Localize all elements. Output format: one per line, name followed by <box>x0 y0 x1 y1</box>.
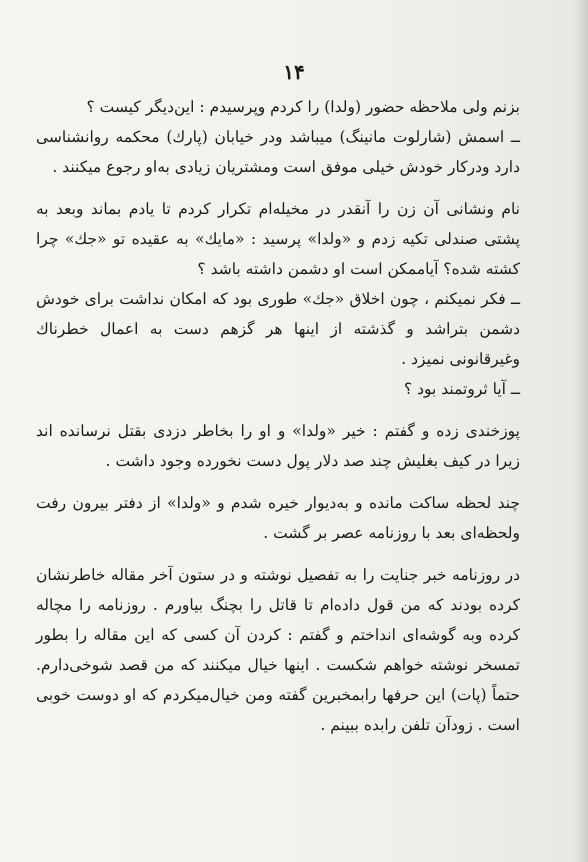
paragraph: نام ونشانی آن زن را آنقدر در مخیله‌ام تکرار کردم تا یادم بماند وبعد به پشتی صندلی تکیه زدم و «ولدا» پرسید : «مایك» به عقیده تو «جك» چرا کشته شده؟ آیاممکن است او دشمن داشته باشد ؟ <box>36 200 520 278</box>
paragraph-gap <box>36 182 520 194</box>
paragraph: در روزنامه خبر جنایت را به تفصیل نوشته و در ستون آخر مقاله خاطرنشان کرده بودند که من قول داده‌ام تا قاتل را بچنگ بیاورم . روزنامه را مچاله کرده وبه گوشه‌ای انداختم و گفتم : کردن آن کسی که این مقاله را بطور تمسخر نوشته خواهم شکست . اینها خیال میکنند که من قصد شوخی‌دارم. حتماً (پات) این حرفها رابمخبرین گفته ومن خیال‌میکردم که او دوست خوبی است . زودآن تلفن رابده ببینم . <box>36 566 520 734</box>
page-edge-shadow <box>574 0 588 862</box>
paragraph-gap <box>36 548 520 560</box>
paragraph-gap <box>36 404 520 416</box>
body-text <box>36 92 520 740</box>
paragraph: ــ آیا ثروتمند بود ؟ <box>403 380 520 398</box>
paragraph-gap <box>36 476 520 488</box>
paragraph: بزنم ولی ملاحظه حضور (ولدا) را کردم وپرسیدم : این‌دیگر کیست ؟ <box>86 98 520 116</box>
page-number: ۱۴ <box>283 60 305 84</box>
paragraph: ــ فکر نمیکنم ، چون اخلاق «جك» طوری بود که امکان نداشت برای خودش دشمن بتراشد و گذشته از اینها هر گزهم دست به اعمال خطرناك وغیرقانونی نمیزد . <box>36 290 520 368</box>
paragraph: چند لحظه ساکت مانده و به‌دیوار خیره شدم و «ولدا» از دفتر بیرون رفت ولحظه‌ای بعد با روزنامه عصر بر گشت . <box>36 494 520 542</box>
paragraph: پوزخندی زده و گفتم : خیر «ولدا» و او را بخاطر دزدی بقتل نرسانده اند زیرا در کیف بغلیش چند صد دلار پول دست نخورده وجود داشت . <box>36 422 520 470</box>
paragraph: ــ اسمش (شارلوت مانینگ) میباشد ودر خیابان (پارك) محکمه روانشناسی دارد ودرکار خودش خیلی موفق است ومشتریان زیادی به‌او رجوع میکنند . <box>36 128 520 176</box>
